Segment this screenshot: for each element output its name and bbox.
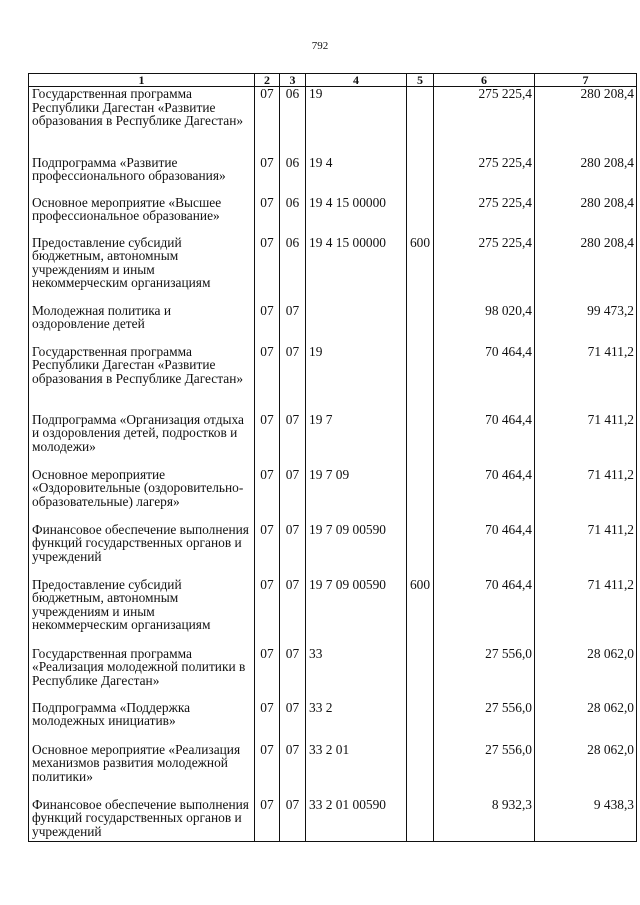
table-row	[29, 701, 637, 743]
row-name: Финансовое обеспечение выполнения функций государственных органов и учреждений	[29, 798, 255, 842]
row-subsection: 07	[280, 743, 306, 798]
row-section: 07	[255, 236, 280, 304]
row-subsection: 06	[280, 156, 306, 196]
row-subsection: 07	[280, 345, 306, 413]
row-expense-type	[407, 304, 434, 345]
row-expense-type: 600	[407, 578, 434, 647]
row-amount-col7: 28 062,0	[535, 743, 637, 798]
row-section: 07	[255, 798, 280, 842]
row-target-code: 33 2	[306, 701, 407, 743]
row-name: Основное мероприятие «Высшее профессиональное образование»	[29, 196, 255, 236]
row-amount-col6: 27 556,0	[434, 701, 535, 743]
row-section: 07	[255, 468, 280, 523]
row-subsection: 06	[280, 87, 306, 156]
row-amount-col7: 71 411,2	[535, 345, 637, 413]
row-section: 07	[255, 196, 280, 236]
row-section: 07	[255, 345, 280, 413]
row-subsection: 07	[280, 647, 306, 701]
row-amount-col6: 27 556,0	[434, 743, 535, 798]
row-target-code: 33 2 01 00590	[306, 798, 407, 842]
table-row	[29, 304, 637, 345]
row-name: Основное мероприятие «Оздоровительные (оздоровительно-образовательные) лагеря»	[29, 468, 255, 523]
table-row	[29, 743, 637, 798]
row-name: Государственная программа Республики Дагестан «Развитие образования в Республике Дагестан»	[29, 345, 255, 413]
row-subsection: 07	[280, 413, 306, 468]
row-amount-col7: 99 473,2	[535, 304, 637, 345]
table-row	[29, 196, 637, 236]
row-amount-col6: 275 225,4	[434, 196, 535, 236]
column-header-2: 2	[255, 74, 280, 87]
row-amount-col7: 9 438,3	[535, 798, 637, 842]
row-amount-col7: 280 208,4	[535, 236, 637, 304]
row-expense-type	[407, 196, 434, 236]
column-header-7: 7	[535, 74, 637, 87]
row-subsection: 07	[280, 304, 306, 345]
row-section: 07	[255, 743, 280, 798]
row-target-code: 19 7	[306, 413, 407, 468]
row-name: Подпрограмма «Поддержка молодежных инициатив»	[29, 701, 255, 743]
column-header-6: 6	[434, 74, 535, 87]
row-expense-type	[407, 413, 434, 468]
row-subsection: 06	[280, 196, 306, 236]
row-amount-col6: 275 225,4	[434, 87, 535, 156]
page-number: 792	[311, 40, 329, 52]
row-amount-col6: 27 556,0	[434, 647, 535, 701]
table-row	[29, 578, 637, 647]
row-section: 07	[255, 523, 280, 578]
row-amount-col7: 28 062,0	[535, 701, 637, 743]
column-header-1: 1	[29, 74, 255, 87]
row-target-code: 19 4 15 00000	[306, 196, 407, 236]
row-name: Молодежная политика и оздоровление детей	[29, 304, 255, 345]
row-expense-type	[407, 701, 434, 743]
row-name: Финансовое обеспечение выполнения функций государственных органов и учреждений	[29, 523, 255, 578]
table-row	[29, 798, 637, 842]
table-row	[29, 523, 637, 578]
row-amount-col6: 70 464,4	[434, 345, 535, 413]
row-name: Государственная программа «Реализация молодежной политики в Республике Дагестан»	[29, 647, 255, 701]
row-expense-type	[407, 523, 434, 578]
row-expense-type	[407, 468, 434, 523]
row-name: Государственная программа Республики Дагестан «Развитие образования в Республике Дагестан»	[29, 87, 255, 156]
row-target-code: 33 2 01	[306, 743, 407, 798]
row-expense-type	[407, 345, 434, 413]
row-amount-col7: 28 062,0	[535, 647, 637, 701]
row-expense-type	[407, 743, 434, 798]
row-target-code: 33	[306, 647, 407, 701]
row-name: Подпрограмма «Развитие профессионального образования»	[29, 156, 255, 196]
row-name: Основное мероприятие «Реализация механизмов развития молодежной политики»	[29, 743, 255, 798]
row-amount-col7: 280 208,4	[535, 196, 637, 236]
table-row	[29, 413, 637, 468]
row-expense-type	[407, 156, 434, 196]
row-name: Подпрограмма «Организация отдыха и оздоровления детей, подростков и молодежи»	[29, 413, 255, 468]
row-amount-col6: 8 932,3	[434, 798, 535, 842]
table-row	[29, 647, 637, 701]
row-expense-type	[407, 87, 434, 156]
row-expense-type	[407, 798, 434, 842]
row-section: 07	[255, 304, 280, 345]
row-amount-col6: 70 464,4	[434, 523, 535, 578]
row-target-code: 19 7 09 00590	[306, 578, 407, 647]
column-header-5: 5	[407, 74, 434, 87]
row-section: 07	[255, 87, 280, 156]
row-amount-col6: 275 225,4	[434, 156, 535, 196]
row-target-code: 19 4	[306, 156, 407, 196]
row-expense-type: 600	[407, 236, 434, 304]
row-amount-col7: 71 411,2	[535, 413, 637, 468]
row-amount-col7: 71 411,2	[535, 523, 637, 578]
row-subsection: 07	[280, 701, 306, 743]
column-header-3: 3	[280, 74, 306, 87]
row-amount-col7: 71 411,2	[535, 468, 637, 523]
table-row	[29, 345, 637, 413]
row-subsection: 06	[280, 236, 306, 304]
row-target-code: 19 7 09	[306, 468, 407, 523]
row-amount-col7: 280 208,4	[535, 156, 637, 196]
table-row	[29, 468, 637, 523]
row-subsection: 07	[280, 578, 306, 647]
row-amount-col6: 70 464,4	[434, 413, 535, 468]
column-header-4: 4	[306, 74, 407, 87]
row-target-code	[306, 304, 407, 345]
table-row	[29, 87, 637, 156]
row-section: 07	[255, 647, 280, 701]
row-section: 07	[255, 578, 280, 647]
row-amount-col7: 280 208,4	[535, 87, 637, 156]
row-name: Предоставление субсидий бюджетным, автономным учреждениям и иным некоммерческим организациям	[29, 578, 255, 647]
row-amount-col6: 98 020,4	[434, 304, 535, 345]
row-amount-col7: 71 411,2	[535, 578, 637, 647]
table-row	[29, 236, 637, 304]
row-subsection: 07	[280, 798, 306, 842]
row-subsection: 07	[280, 523, 306, 578]
table-header	[29, 74, 637, 87]
row-name: Предоставление субсидий бюджетным, автономным учреждениям и иным некоммерческим организациям	[29, 236, 255, 304]
table-row	[29, 156, 637, 196]
budget-table	[28, 73, 637, 842]
row-amount-col6: 70 464,4	[434, 578, 535, 647]
row-section: 07	[255, 701, 280, 743]
row-subsection: 07	[280, 468, 306, 523]
row-section: 07	[255, 156, 280, 196]
row-expense-type	[407, 647, 434, 701]
row-amount-col6: 70 464,4	[434, 468, 535, 523]
row-target-code: 19	[306, 345, 407, 413]
row-target-code: 19 7 09 00590	[306, 523, 407, 578]
row-target-code: 19	[306, 87, 407, 156]
row-section: 07	[255, 413, 280, 468]
row-amount-col6: 275 225,4	[434, 236, 535, 304]
row-target-code: 19 4 15 00000	[306, 236, 407, 304]
